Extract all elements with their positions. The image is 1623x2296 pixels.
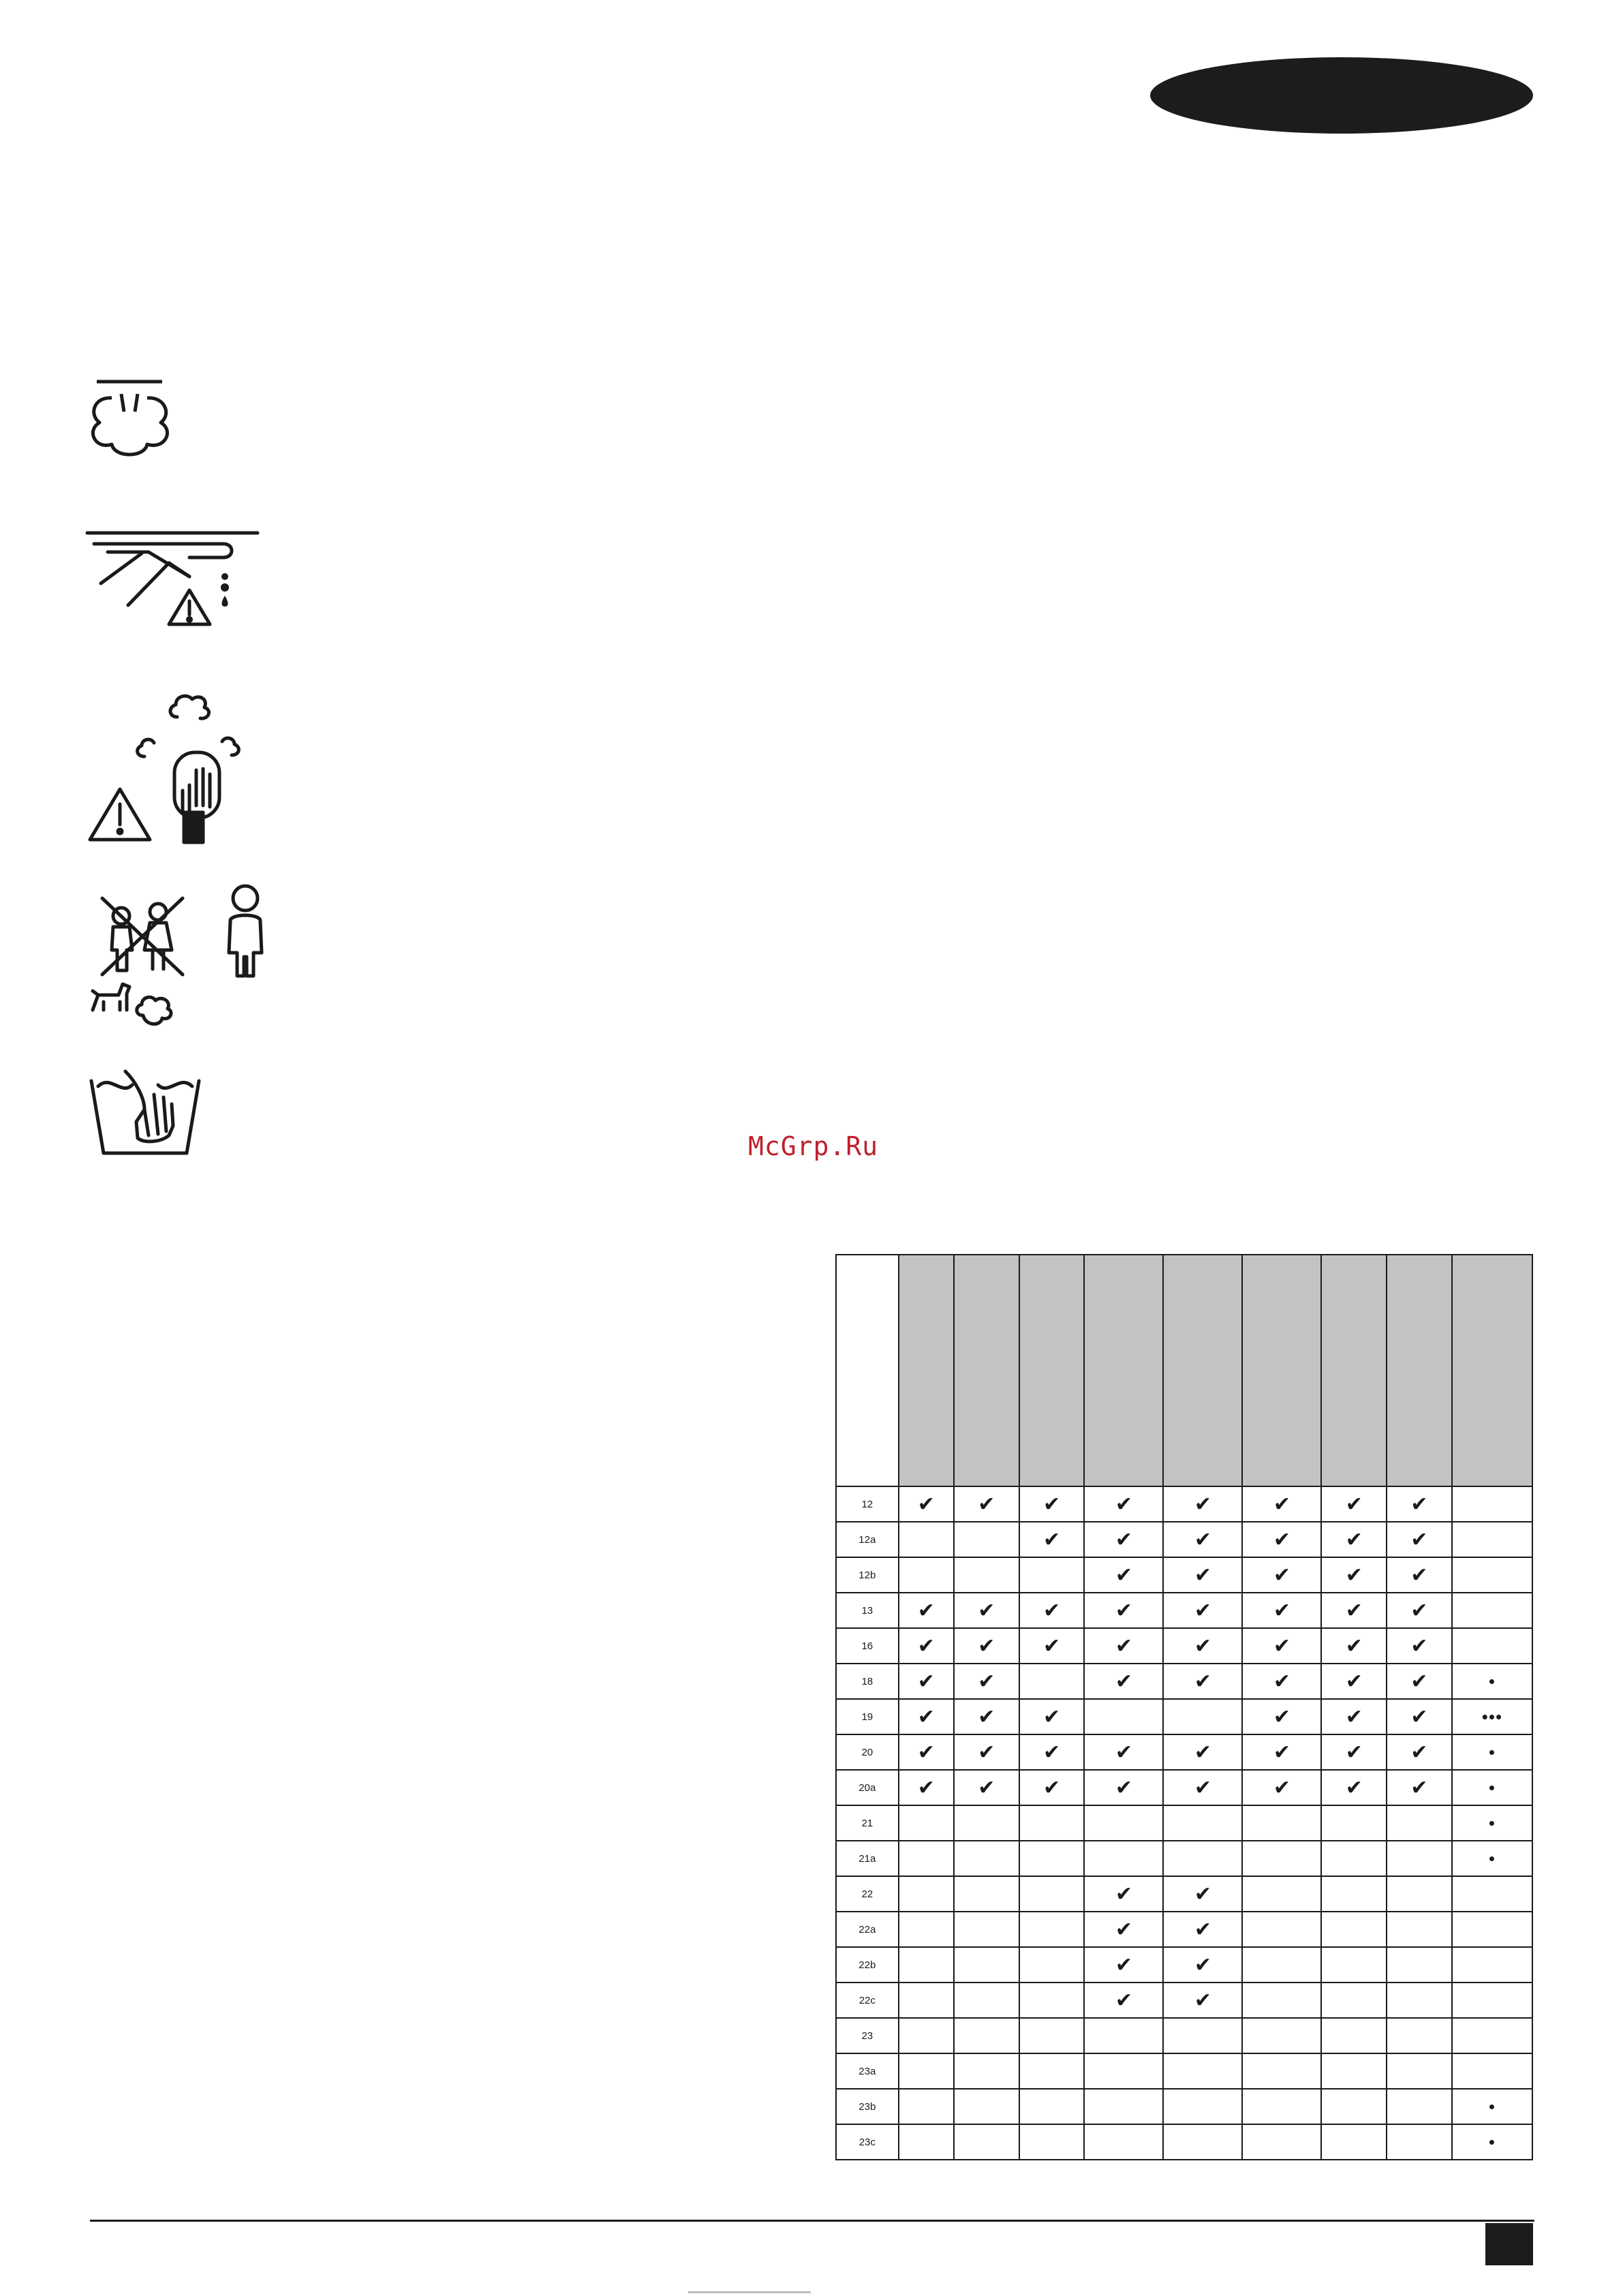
check-mark-cell: ✔	[1019, 1699, 1085, 1734]
empty-cell	[1163, 2018, 1242, 2053]
check-mark-cell: ✔	[954, 1734, 1019, 1770]
empty-cell	[1452, 1593, 1532, 1628]
check-mark-cell: ✔	[1242, 1770, 1321, 1805]
empty-cell	[1019, 1912, 1085, 1947]
check-mark-cell: ✔	[899, 1628, 954, 1664]
check-mark-cell: ✔	[1163, 1770, 1242, 1805]
check-mark-cell: ✔	[1242, 1664, 1321, 1699]
row-label: 12	[836, 1486, 899, 1522]
check-mark-cell: ✔	[1163, 1876, 1242, 1912]
empty-cell	[1387, 1912, 1452, 1947]
table-row	[836, 1593, 1532, 1628]
row-label: 22	[836, 1876, 899, 1912]
empty-cell	[1242, 1912, 1321, 1947]
empty-cell	[1242, 1876, 1321, 1912]
empty-cell	[954, 2053, 1019, 2089]
table-header-cell	[1452, 1255, 1532, 1486]
watermark: McGrp.Ru	[748, 1131, 879, 1161]
empty-cell	[1321, 1841, 1387, 1876]
empty-cell	[1084, 1805, 1163, 1841]
empty-cell	[1321, 2053, 1387, 2089]
table-header-cell	[954, 1255, 1019, 1486]
empty-cell	[899, 1912, 954, 1947]
check-mark-cell: ✔	[954, 1628, 1019, 1664]
empty-cell	[1019, 1983, 1085, 2018]
table-row	[836, 1947, 1532, 1983]
empty-cell	[1163, 2124, 1242, 2160]
empty-cell	[1084, 1841, 1163, 1876]
check-mark-cell: ✔	[1321, 1664, 1387, 1699]
table-header-cell	[1321, 1255, 1387, 1486]
check-mark-cell: ✔	[1163, 1912, 1242, 1947]
table-row	[836, 1699, 1532, 1734]
empty-cell	[1321, 2018, 1387, 2053]
check-mark-cell: ✔	[1163, 1628, 1242, 1664]
check-mark-cell: ✔	[1019, 1628, 1085, 1664]
empty-cell	[899, 1841, 954, 1876]
row-label: 21	[836, 1805, 899, 1841]
check-mark-cell: ✔	[1084, 1876, 1163, 1912]
table-row	[836, 1912, 1532, 1947]
table-row	[836, 2053, 1532, 2089]
check-mark-cell: ✔	[899, 1734, 954, 1770]
table-row	[836, 2018, 1532, 2053]
empty-cell	[1452, 1876, 1532, 1912]
empty-cell	[899, 2053, 954, 2089]
check-mark-cell: ✔	[1163, 1947, 1242, 1983]
row-label: 12b	[836, 1557, 899, 1593]
page-number-box	[1485, 2223, 1533, 2265]
dot-marker-cell: •	[1452, 1664, 1532, 1699]
check-mark-cell: ✔	[1321, 1628, 1387, 1664]
row-label: 13	[836, 1593, 899, 1628]
row-label: 18	[836, 1664, 899, 1699]
check-mark-cell: ✔	[1387, 1593, 1452, 1628]
empty-cell	[1387, 1876, 1452, 1912]
check-mark-cell: ✔	[1019, 1770, 1085, 1805]
empty-cell	[1084, 2089, 1163, 2124]
check-mark-cell: ✔	[1084, 1486, 1163, 1522]
table-header-corner	[836, 1255, 899, 1486]
check-mark-cell: ✔	[1387, 1522, 1452, 1557]
empty-cell	[954, 2018, 1019, 2053]
check-mark-cell: ✔	[1387, 1734, 1452, 1770]
empty-cell	[1019, 1876, 1085, 1912]
check-mark-cell: ✔	[1084, 1664, 1163, 1699]
language-tab	[1150, 57, 1533, 134]
check-mark-cell: ✔	[1084, 1628, 1163, 1664]
empty-cell	[954, 1876, 1019, 1912]
table-header-cell	[899, 1255, 954, 1486]
empty-cell	[1019, 2124, 1085, 2160]
row-label: 23b	[836, 2089, 899, 2124]
check-mark-cell: ✔	[899, 1770, 954, 1805]
check-mark-cell: ✔	[1084, 1770, 1163, 1805]
dot-marker-cell: •••	[1452, 1699, 1532, 1734]
check-mark-cell: ✔	[899, 1664, 954, 1699]
table-header-cell	[1084, 1255, 1163, 1486]
check-mark-cell: ✔	[1084, 1983, 1163, 2018]
empty-cell	[1019, 1664, 1085, 1699]
row-label: 20	[836, 1734, 899, 1770]
empty-cell	[954, 1805, 1019, 1841]
check-mark-cell: ✔	[1019, 1486, 1085, 1522]
empty-cell	[1387, 1841, 1452, 1876]
empty-cell	[1242, 2053, 1321, 2089]
row-label: 22c	[836, 1983, 899, 2018]
check-mark-cell: ✔	[1163, 1486, 1242, 1522]
hot-plate-drip-warning-icon	[87, 529, 264, 631]
compatibility-table	[835, 1254, 1533, 2160]
check-mark-cell: ✔	[1019, 1522, 1085, 1557]
empty-cell	[1084, 2018, 1163, 2053]
check-mark-cell: ✔	[954, 1486, 1019, 1522]
table-row	[836, 1664, 1532, 1699]
check-mark-cell: ✔	[1387, 1486, 1452, 1522]
check-mark-cell: ✔	[899, 1593, 954, 1628]
empty-cell	[1163, 1841, 1242, 1876]
empty-cell	[1387, 2124, 1452, 2160]
row-label: 23a	[836, 2053, 899, 2089]
empty-cell	[1321, 1912, 1387, 1947]
table-row	[836, 1522, 1532, 1557]
check-mark-cell: ✔	[1321, 1486, 1387, 1522]
empty-cell	[899, 1522, 954, 1557]
empty-cell	[1242, 1947, 1321, 1983]
footer-rule	[90, 2220, 1534, 2222]
empty-cell	[1452, 1557, 1532, 1593]
check-mark-cell: ✔	[1242, 1628, 1321, 1664]
empty-cell	[1242, 1983, 1321, 2018]
empty-cell	[1387, 2018, 1452, 2053]
empty-cell	[1163, 2053, 1242, 2089]
empty-cell	[954, 1522, 1019, 1557]
check-mark-cell: ✔	[1242, 1699, 1321, 1734]
check-mark-cell: ✔	[1163, 1734, 1242, 1770]
check-mark-cell: ✔	[1163, 1522, 1242, 1557]
empty-cell	[1242, 2089, 1321, 2124]
table-row	[836, 1983, 1532, 2018]
hand-steam-warning-icon	[87, 690, 278, 845]
table-row	[836, 1770, 1532, 1805]
empty-cell	[899, 1947, 954, 1983]
dot-marker-cell: •	[1452, 2089, 1532, 2124]
empty-cell	[1452, 1628, 1532, 1664]
row-label: 22a	[836, 1912, 899, 1947]
empty-cell	[1019, 1947, 1085, 1983]
empty-cell	[899, 1983, 954, 2018]
check-mark-cell: ✔	[1242, 1593, 1321, 1628]
dot-marker-cell: •	[1452, 1805, 1532, 1841]
table-row	[836, 1486, 1532, 1522]
check-mark-cell: ✔	[899, 1699, 954, 1734]
empty-cell	[899, 2018, 954, 2053]
empty-cell	[1019, 2053, 1085, 2089]
empty-cell	[1321, 2089, 1387, 2124]
check-mark-cell: ✔	[1163, 1664, 1242, 1699]
check-mark-cell: ✔	[1019, 1734, 1085, 1770]
empty-cell	[954, 2124, 1019, 2160]
row-label: 23c	[836, 2124, 899, 2160]
row-label: 16	[836, 1628, 899, 1664]
row-label: 12a	[836, 1522, 899, 1557]
check-mark-cell: ✔	[1387, 1557, 1452, 1593]
empty-cell	[1387, 1805, 1452, 1841]
check-mark-cell: ✔	[954, 1770, 1019, 1805]
bottom-edge-mark	[688, 2291, 811, 2293]
empty-cell	[1019, 1557, 1085, 1593]
empty-cell	[1019, 1841, 1085, 1876]
check-mark-cell: ✔	[1321, 1734, 1387, 1770]
empty-cell	[954, 1557, 1019, 1593]
check-mark-cell: ✔	[1084, 1557, 1163, 1593]
empty-cell	[899, 1805, 954, 1841]
empty-cell	[1084, 2124, 1163, 2160]
empty-cell	[954, 1841, 1019, 1876]
empty-cell	[1019, 1805, 1085, 1841]
dot-marker-cell: •	[1452, 1770, 1532, 1805]
row-label: 23	[836, 2018, 899, 2053]
check-mark-cell: ✔	[954, 1664, 1019, 1699]
check-mark-cell: ✔	[954, 1699, 1019, 1734]
table-header-cell	[1242, 1255, 1321, 1486]
empty-cell	[899, 2124, 954, 2160]
check-mark-cell: ✔	[1084, 1593, 1163, 1628]
check-mark-cell: ✔	[1084, 1522, 1163, 1557]
check-mark-cell: ✔	[1163, 1557, 1242, 1593]
hand-wash-icon	[87, 1067, 203, 1160]
empty-cell	[1452, 1912, 1532, 1947]
check-mark-cell: ✔	[1163, 1983, 1242, 2018]
row-label: 22b	[836, 1947, 899, 1983]
table-row	[836, 1805, 1532, 1841]
empty-cell	[899, 1876, 954, 1912]
empty-cell	[1019, 2089, 1085, 2124]
row-label: 20a	[836, 1770, 899, 1805]
dot-marker-cell: •	[1452, 1841, 1532, 1876]
check-mark-cell: ✔	[899, 1486, 954, 1522]
empty-cell	[954, 1983, 1019, 2018]
table-header-row	[836, 1255, 1532, 1486]
check-mark-cell: ✔	[1084, 1912, 1163, 1947]
check-mark-cell: ✔	[1387, 1664, 1452, 1699]
empty-cell	[899, 2089, 954, 2124]
table-row	[836, 2089, 1532, 2124]
check-mark-cell: ✔	[954, 1593, 1019, 1628]
check-mark-cell: ✔	[1387, 1628, 1452, 1664]
empty-cell	[1452, 1486, 1532, 1522]
empty-cell	[1242, 1805, 1321, 1841]
check-mark-cell: ✔	[1387, 1770, 1452, 1805]
table-row	[836, 1557, 1532, 1593]
check-mark-cell: ✔	[1242, 1486, 1321, 1522]
empty-cell	[1242, 1841, 1321, 1876]
empty-cell	[1387, 2089, 1452, 2124]
empty-cell	[1084, 2053, 1163, 2089]
check-mark-cell: ✔	[1242, 1522, 1321, 1557]
empty-cell	[1387, 1983, 1452, 2018]
empty-cell	[1387, 2053, 1452, 2089]
check-mark-cell: ✔	[1321, 1557, 1387, 1593]
row-label: 21a	[836, 1841, 899, 1876]
table-row	[836, 1841, 1532, 1876]
check-mark-cell: ✔	[1242, 1734, 1321, 1770]
table-row	[836, 1876, 1532, 1912]
keep-away-children-pets-icon	[87, 882, 285, 1028]
check-mark-cell: ✔	[1019, 1593, 1085, 1628]
empty-cell	[1163, 1699, 1242, 1734]
empty-cell	[1387, 1947, 1452, 1983]
dot-marker-cell: •	[1452, 2124, 1532, 2160]
check-mark-cell: ✔	[1321, 1522, 1387, 1557]
table-row	[836, 1734, 1532, 1770]
row-label: 19	[836, 1699, 899, 1734]
empty-cell	[954, 1947, 1019, 1983]
steam-burst-icon	[82, 379, 184, 461]
empty-cell	[1163, 2089, 1242, 2124]
empty-cell	[1452, 1522, 1532, 1557]
table-row	[836, 2124, 1532, 2160]
check-mark-cell: ✔	[1321, 1699, 1387, 1734]
empty-cell	[1242, 2018, 1321, 2053]
empty-cell	[1321, 1805, 1387, 1841]
check-mark-cell: ✔	[1084, 1947, 1163, 1983]
check-mark-cell: ✔	[1084, 1734, 1163, 1770]
dot-marker-cell: •	[1452, 1734, 1532, 1770]
empty-cell	[899, 1557, 954, 1593]
empty-cell	[1321, 2124, 1387, 2160]
empty-cell	[1452, 2018, 1532, 2053]
empty-cell	[954, 2089, 1019, 2124]
empty-cell	[1242, 2124, 1321, 2160]
empty-cell	[1321, 1876, 1387, 1912]
table-header-cell	[1163, 1255, 1242, 1486]
empty-cell	[1321, 1983, 1387, 2018]
empty-cell	[1321, 1947, 1387, 1983]
check-mark-cell: ✔	[1321, 1770, 1387, 1805]
empty-cell	[1452, 1947, 1532, 1983]
empty-cell	[1019, 2018, 1085, 2053]
table-row	[836, 1628, 1532, 1664]
empty-cell	[1452, 2053, 1532, 2089]
empty-cell	[954, 1912, 1019, 1947]
check-mark-cell: ✔	[1387, 1699, 1452, 1734]
empty-cell	[1163, 1805, 1242, 1841]
check-mark-cell: ✔	[1321, 1593, 1387, 1628]
empty-cell	[1084, 1699, 1163, 1734]
check-mark-cell: ✔	[1163, 1593, 1242, 1628]
table-body	[836, 1486, 1532, 2160]
table-header-cell	[1019, 1255, 1085, 1486]
table-header-cell	[1387, 1255, 1452, 1486]
check-mark-cell: ✔	[1242, 1557, 1321, 1593]
empty-cell	[1452, 1983, 1532, 2018]
